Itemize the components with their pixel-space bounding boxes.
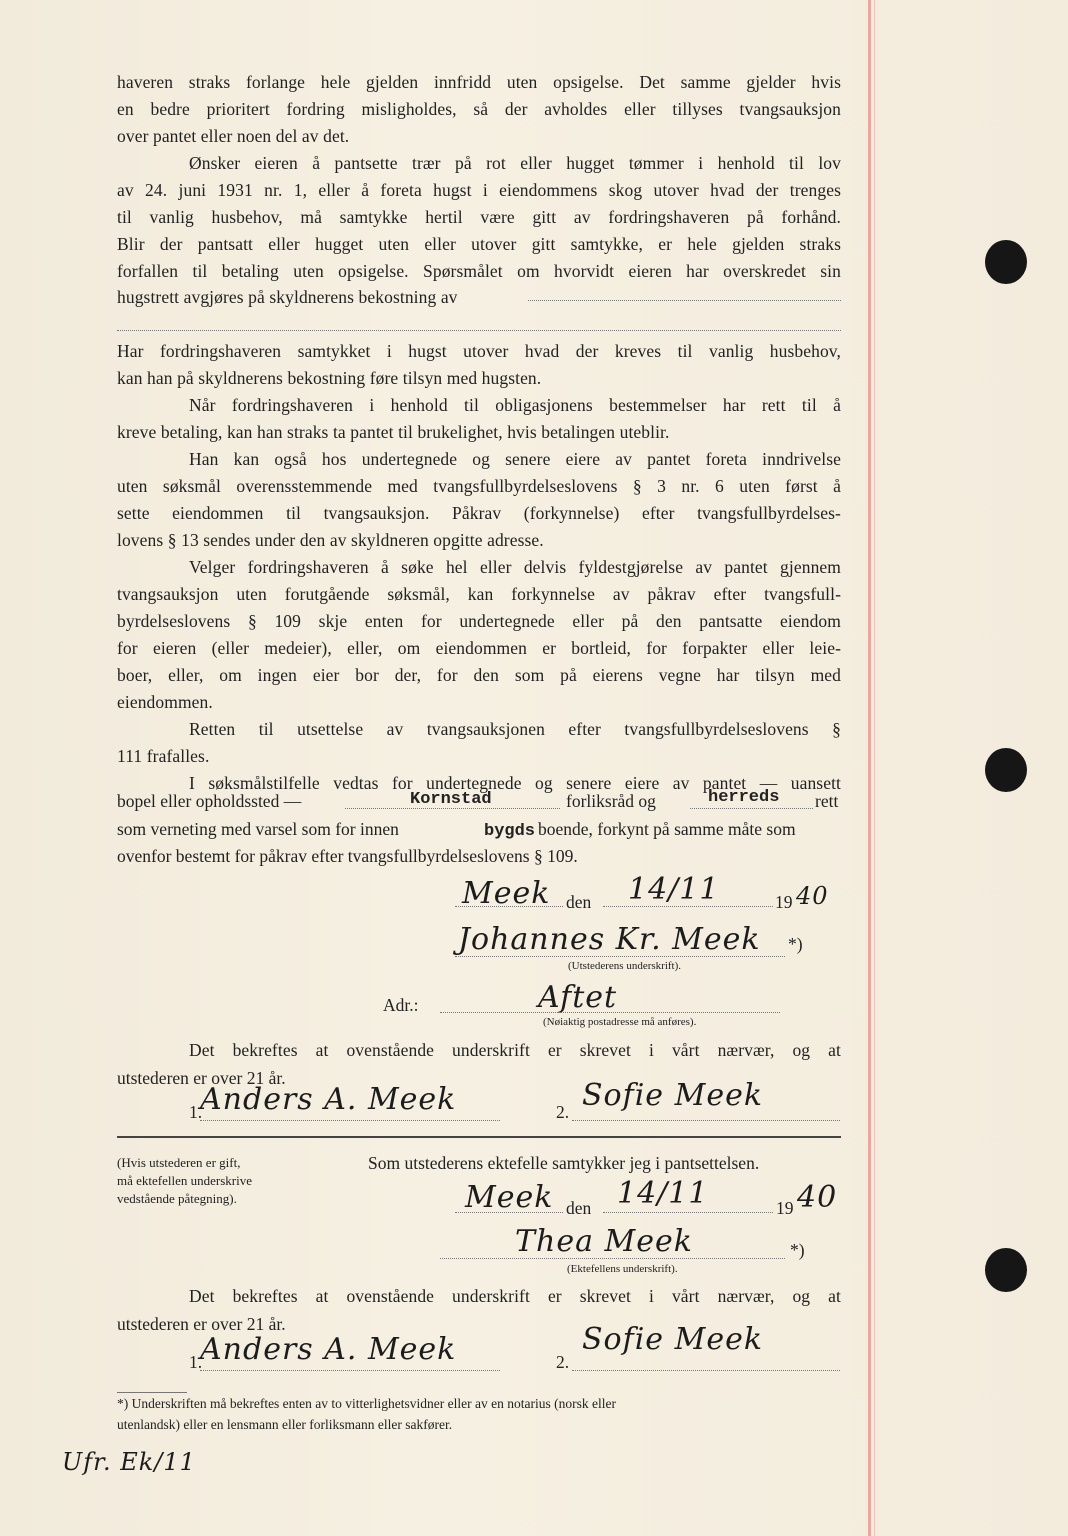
- body-line: Velger fordringshaveren å søke hel eller delvis fyldestgjørelse av pantet gjennem: [189, 557, 841, 577]
- body-line: byrdelseslovens § 109 skje enten for undertegnede eller på den pantsatte eiendom: [117, 611, 841, 631]
- fill-line: [455, 906, 563, 907]
- witness2-n1: 1.: [189, 1352, 203, 1372]
- issuer-den: den: [566, 892, 592, 912]
- body-line: hugstrett avgjøres på skyldnerens bekostning av: [117, 287, 458, 307]
- venue-court: herreds: [708, 788, 780, 807]
- footnote-line1: *) Underskriften må bekreftes enten av to vitterlighetsvidner eller av en notarius (norsk eller: [117, 1396, 616, 1411]
- body-line: Retten til utsettelse av tvangsauksjonen efter tvangsfullbyrdelseslovens §: [189, 719, 841, 739]
- fill-line: [117, 330, 841, 331]
- body-line: tvangsauksjon uten forutgående søksmål, kan forkynnelse av påkrav efter tvangsfull-: [117, 584, 841, 604]
- spouse-year: 40: [797, 1180, 838, 1215]
- spouse-note-line3: vedstående påtegning).: [117, 1191, 237, 1206]
- issuer-signature: Johannes Kr. Meek: [458, 922, 761, 957]
- venue-line2a: som verneting med varsel som for innen: [117, 819, 399, 839]
- body-line: for eieren (eller medeier), eller, om eiendommen er bortleid, for forpakter eller leie-: [117, 638, 841, 658]
- spouse-consent: Som utstederens ektefelle samtykker jeg i pantsettelsen.: [368, 1153, 760, 1173]
- witness2-sig1: Anders A. Meek: [200, 1332, 457, 1367]
- venue-line2b: boende, forkynt på samme måte som: [538, 819, 796, 839]
- spouse-year-prefix: 19: [776, 1198, 794, 1218]
- body-line: over pantet eller noen del av det.: [117, 126, 350, 146]
- body-line: Blir der pantsatt eller hugget uten eller utover gitt samtykke, er hele gjelden straks: [117, 234, 841, 254]
- address-line: [440, 1012, 780, 1013]
- footnote-line2: utenlandsk) eller en lensmann eller forliksmann eller sakfører.: [117, 1417, 453, 1432]
- body-line: Ønsker eieren å pantsette trær på rot eller hugget tømmer i henhold til lov: [189, 153, 841, 173]
- margin-note: Ufr. Ek/11: [62, 1448, 196, 1476]
- punch-hole-top: [985, 240, 1027, 284]
- issuer-address: Aftet: [538, 980, 618, 1015]
- margin-rule-faint: [874, 0, 875, 1536]
- venue-place: Kornstad: [410, 790, 492, 809]
- witness1-n2: 2.: [556, 1102, 570, 1122]
- body-line: Når fordringshaveren i henhold til obligasjonens bestemmelser har rett til å: [189, 395, 841, 415]
- body-line: I søksmålstilfelle vedtas for undertegnede og senere eiere av pantet — uansett: [189, 773, 841, 793]
- spouse-sig-caption: (Ektefellens underskrift).: [567, 1263, 678, 1275]
- punch-hole-bottom: [985, 1248, 1027, 1292]
- witness1-sig1: Anders A. Meek: [200, 1082, 457, 1117]
- witness1-sig2: Sofie Meek: [582, 1078, 764, 1113]
- body-line: 111 frafalles.: [117, 746, 210, 766]
- body-line: kan han på skyldnerens bekostning føre tilsyn med hugsten.: [117, 368, 542, 388]
- body-line: kreve betaling, kan han straks ta pantet til brukelighet, hvis betalingen uteblir.: [117, 422, 670, 442]
- issuer-year-prefix: 19: [775, 892, 793, 912]
- signature-line: [572, 1370, 840, 1371]
- body-line: Han kan også hos undertegnede og senere eiere av pantet foreta inndrivelse: [189, 449, 841, 469]
- spouse-place: Meek: [465, 1180, 554, 1215]
- witness1-n1: 1.: [189, 1102, 203, 1122]
- signature-line: [455, 956, 785, 957]
- body-line: sette eiendommen til tvangsauksjon. Påkrav (forkynnelse) efter tvangsfullbyrdelses-: [117, 503, 841, 523]
- issuer-place: Meek: [462, 876, 551, 911]
- issuer-year: 40: [796, 882, 829, 910]
- spouse-note-line1: (Hvis utstederen er gift,: [117, 1155, 241, 1170]
- witness2-n2: 2.: [556, 1352, 570, 1372]
- body-line: til vanlig husbehov, må samtykke hertil være gitt av fordringshaveren på forhånd.: [117, 207, 841, 227]
- body-line: eiendommen.: [117, 692, 213, 712]
- spouse-note-line2: må ektefellen underskrive: [117, 1173, 252, 1188]
- footnote-rule: [117, 1392, 187, 1393]
- fill-line: [603, 1212, 773, 1213]
- margin-rule: [868, 0, 871, 1536]
- issuer-sig-mark: *): [788, 934, 803, 954]
- witness2-line2: utstederen er over 21 år.: [117, 1314, 286, 1334]
- signature-line: [200, 1120, 500, 1121]
- body-line: lovens § 13 sendes under den av skyldneren opgitte adresse.: [117, 530, 544, 550]
- witness1-line1: Det bekreftes at ovenstående underskrift er skrevet i vårt nærvær, og at: [189, 1040, 841, 1060]
- venue-forliksrad: forliksråd og: [566, 791, 656, 811]
- issuer-adr-caption: (Nøiaktig postadresse må anføres).: [543, 1016, 697, 1028]
- punch-hole-middle: [985, 748, 1027, 792]
- issuer-sig-caption: (Utstederens underskrift).: [568, 960, 682, 972]
- spouse-signature: Thea Meek: [515, 1224, 693, 1259]
- body-line: en bedre prioritert fordring misligholdes, så der avholdes eller tillyses tvangsauksjon: [117, 99, 841, 119]
- witness2-sig2: Sofie Meek: [582, 1322, 764, 1357]
- spouse-den: den: [566, 1198, 592, 1218]
- section-divider: [117, 1136, 841, 1138]
- fill-line: [603, 906, 773, 907]
- body-line: haveren straks forlange hele gjelden innfridd uten opsigelse. Det samme gjelder hvis: [117, 72, 841, 92]
- spouse-date: 14/11: [617, 1176, 709, 1211]
- witness2-line1: Det bekreftes at ovenstående underskrift er skrevet i vårt nærvær, og at: [189, 1286, 841, 1306]
- venue-prefix: bopel eller opholdssted —: [117, 791, 302, 811]
- issuer-adr-label: Adr.:: [383, 995, 419, 1015]
- venue-line3: ovenfor bestemt for påkrav efter tvangsfullbyrdelseslovens § 109.: [117, 846, 578, 866]
- body-line: av 24. juni 1931 nr. 1, eller å foreta hugst i eiendommens skog utover hvad der trenges: [117, 180, 841, 200]
- fill-line: [455, 1212, 563, 1213]
- body-line: forfallen til betaling uten opsigelse. Spørsmålet om hvorvidt eieren har overskredet sin: [117, 261, 841, 281]
- venue-rett: rett: [815, 791, 839, 811]
- fill-line: [528, 300, 841, 301]
- body-line: Har fordringshaveren samtykket i hugst utover hvad der kreves til vanlig husbehov,: [117, 341, 841, 361]
- signature-line: [440, 1258, 785, 1259]
- signature-line: [200, 1370, 500, 1371]
- fill-line: [690, 808, 813, 809]
- venue-bygds: bygds: [484, 822, 536, 841]
- body-line: uten søksmål overensstemmende med tvangsfullbyrdelseslovens § 3 nr. 6 uten først å: [117, 476, 841, 496]
- body-line: boer, eller, om ingen eier bor der, for den som på eierens vegne har tilsyn med: [117, 665, 841, 685]
- issuer-date: 14/11: [628, 872, 720, 907]
- witness1-line2: utstederen er over 21 år.: [117, 1068, 286, 1088]
- signature-line: [572, 1120, 840, 1121]
- spouse-sig-mark: *): [790, 1240, 805, 1260]
